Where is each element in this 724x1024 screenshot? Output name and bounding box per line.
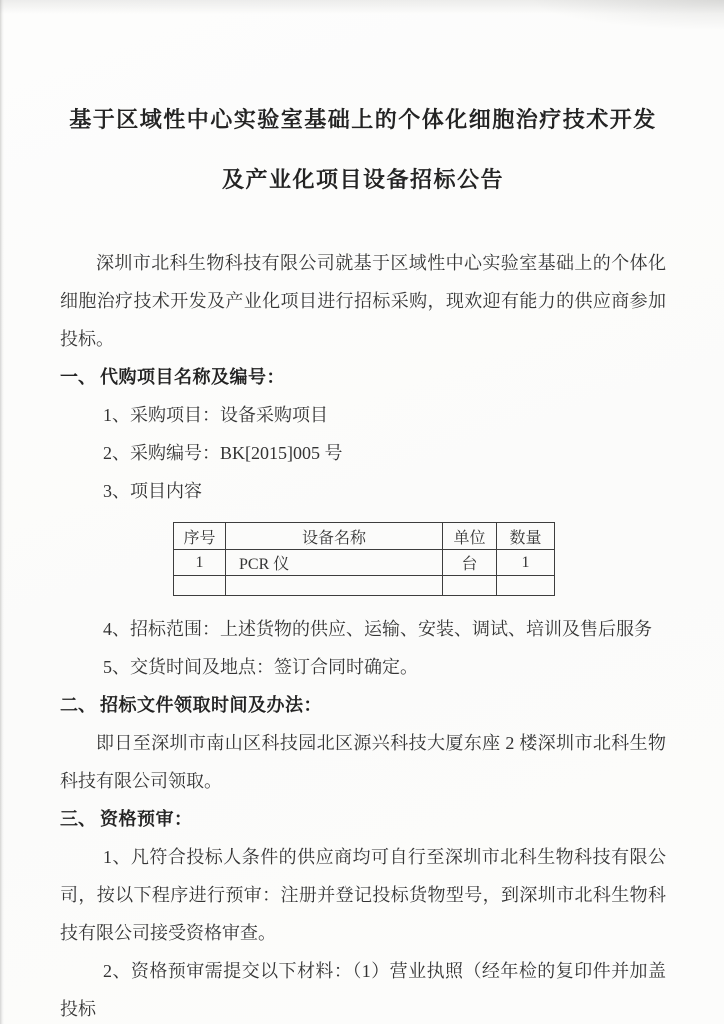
table-cell-unit-empty	[443, 576, 497, 596]
equipment-table-row-empty	[174, 576, 555, 596]
title-line-1: 基于区域性中心实验室基础上的个体化细胞治疗技术开发	[69, 107, 657, 132]
section-1-title: 代购项目名称及编号：	[100, 367, 285, 387]
section-1-item-project-content: 3、项目内容	[103, 481, 202, 501]
section-2-title: 招标文件领取时间及办法：	[100, 695, 322, 715]
title-line-2: 及产业化项目设备招标公告	[221, 167, 504, 192]
table-cell-device-name: PCR 仪	[226, 550, 443, 576]
section-2-body: 即日至深圳市南山区科技园北区源兴科技大厦东座 2 楼深圳市北科生物科技有限公司领取。	[60, 733, 666, 791]
equipment-table-row-pcr	[174, 550, 555, 576]
table-header-quantity: 数量	[497, 523, 555, 550]
document-content	[60, 0, 666, 1024]
table-header-unit: 单位	[443, 523, 497, 550]
equipment-table	[173, 522, 555, 596]
section-3-paragraph-1: 1、凡符合投标人条件的供应商均可自行至深圳市北科生物科技有限公司，按以下程序进行预审：注册并登记投标货物型号，到深圳市北科生物科技有限公司接受资格审查。	[60, 847, 666, 943]
section-1-item-tender-scope: 4、招标范围：上述货物的供应、运输、安装、调试、培训及售后服务	[103, 619, 652, 639]
table-cell-unit: 台	[443, 550, 497, 576]
section-2-number: 二、	[60, 695, 96, 715]
table-header-seq: 序号	[174, 523, 226, 550]
document-title	[60, 102, 666, 198]
section-1-item-procurement-project: 1、采购项目：设备采购项目	[103, 405, 328, 425]
section-1-number: 一、	[60, 367, 96, 387]
section-1-items-after-table	[60, 610, 666, 686]
table-cell-seq-empty	[174, 576, 226, 596]
section-2-heading	[60, 686, 666, 724]
section-1-item-procurement-number: 2、采购编号：BK[2015]005 号	[103, 443, 343, 463]
section-3-heading	[60, 800, 666, 838]
section-1-heading	[60, 358, 666, 396]
table-cell-seq: 1	[174, 550, 226, 576]
table-cell-quantity-empty	[497, 576, 555, 596]
section-3-title: 资格预审：	[100, 809, 193, 829]
table-header-device-name: 设备名称	[226, 523, 443, 550]
section-1-item-delivery: 5、交货时间及地点：签订合同时确定。	[103, 657, 418, 677]
page-left-edge-shadow	[0, 0, 4, 1024]
table-cell-quantity: 1	[497, 550, 555, 576]
section-3-number: 三、	[60, 809, 96, 829]
equipment-table-header-row	[174, 523, 555, 550]
intro-paragraph: 深圳市北科生物科技有限公司就基于区域性中心实验室基础上的个体化细胞治疗技术开发及产业化项目进行招标采购，现欢迎有能力的供应商参加投标。	[60, 253, 666, 349]
table-cell-device-name-empty	[226, 576, 443, 596]
section-3-paragraph-2: 2、资格预审需提交以下材料：（1）营业执照（经年检的复印件并加盖投标	[60, 961, 666, 1019]
